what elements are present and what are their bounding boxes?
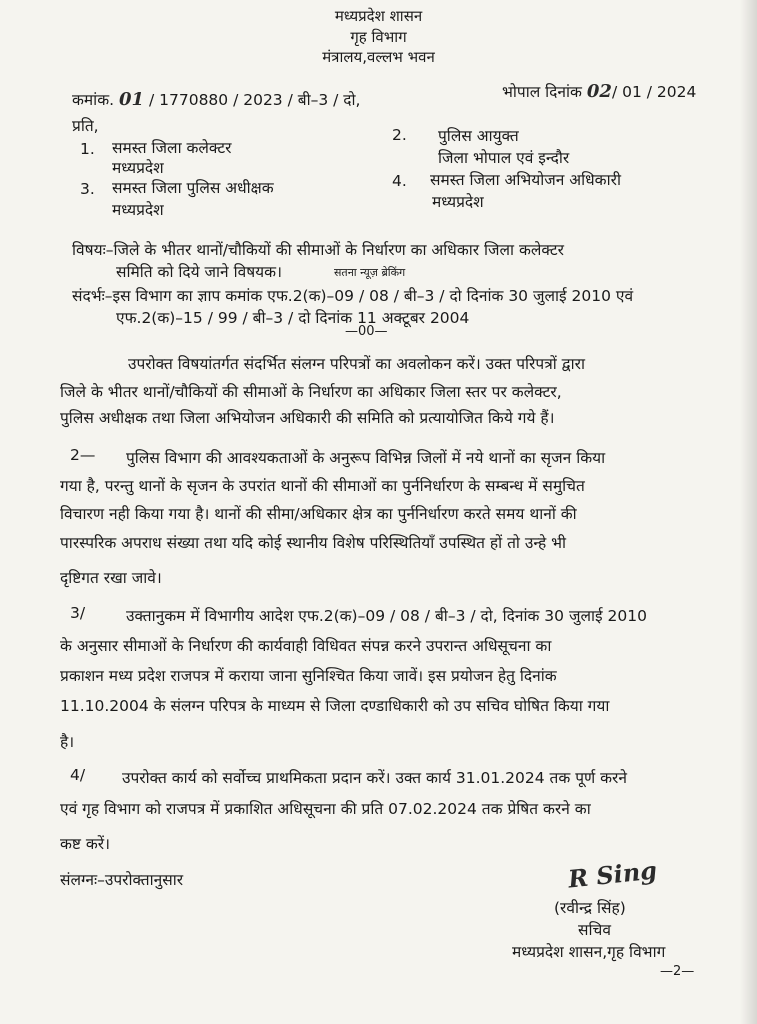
reference-line-1: संदर्भः–इस विभाग का ज्ञाप कमांक एफ.2(क)–09 / 08 / बी–3 / दो दिनांक 30 जुलाई 2010 एवं (72, 287, 634, 305)
separator: —00— (345, 324, 388, 339)
header-department: गृह विभाग (350, 28, 407, 46)
para2-line-4: पारस्परिक अपराध संख्या तथा यदि कोई स्थानीय विशेष परिस्थितियॉं उपस्थित हों तो उन्हे भी (60, 534, 567, 552)
date-hand-day: 02 (586, 81, 612, 102)
para2-line-2: गया है, परन्तु थानों के सृजन के उपरांत थानों की सीमाओं का पुर्ननिर्धारण के सम्बन्ध में समुचित (60, 477, 585, 495)
para3-line-2: के अनुसार सीमाओं के निर्धारण की कार्यवाही विधिवत संपन्न करने उपरान्त अधिसूचना का (60, 637, 552, 655)
para3-number: 3/ (70, 604, 86, 622)
recipient-4-line1: समस्त जिला अभियोजन अधिकारी (430, 171, 621, 189)
signature-scribble: R Sing (566, 855, 659, 894)
ref-suffix: / 1770880 / 2023 / बी–3 / दो, (148, 91, 361, 109)
recipient-3-number: 3. (80, 180, 95, 198)
para4-line-3: कष्ट करें। (60, 835, 111, 853)
subject-line-1: विषयः–जिले के भीतर थानों/चौकियों की सीमाओं के निर्धारण का अधिकार जिला कलेक्टर (72, 241, 564, 259)
enclosure-label: संलग्नः–उपरोक्तानुसार (60, 871, 184, 889)
recipient-2-number: 2. (392, 126, 407, 144)
para1-line-3: पुलिस अधीक्षक तथा जिला अभियोजन अधिकारी की समिति को प्रत्यायोजित किये गये हैं। (60, 409, 555, 427)
recipient-3-line2: मध्यप्रदेश (112, 201, 164, 219)
signatory-name: (रवीन्द्र सिंह) (554, 899, 626, 917)
page-marker: —2— (660, 964, 695, 979)
para3-line-3: प्रकाशन मध्य प्रदेश राजपत्र में कराया जाना सुनिश्चित किया जावें। इस प्रयोजन हेतु दिनांक (60, 667, 557, 685)
para3-line-5: है। (60, 733, 75, 751)
recipient-4-number: 4. (392, 172, 407, 190)
subject-line-2: समिति को दिये जाने विषयक। (116, 263, 282, 281)
para2-line-1: पुलिस विभाग की आवश्यकताओं के अनुरूप विभिन्न जिलों में नये थानों का सृजन किया (126, 449, 606, 467)
header-office: मंत्रालय,वल्लभ भवन (322, 48, 435, 66)
para4-number: 4/ (70, 766, 86, 784)
para3-line-1: उक्तानुकम में विभागीय आदेश एफ.2(क)–09 / 08 / बी–3 / दो, दिनांक 30 जुलाई 2010 (126, 607, 647, 625)
reference-line-2: एफ.2(क)–15 / 99 / बी–3 / दो दिनांक 11 अक्टूबर 2004 (116, 309, 470, 327)
recipient-2-line1: पुलिस आयुक्त (438, 127, 519, 145)
prati-label: प्रति, (72, 117, 99, 135)
watermark-text: सतना न्यूज़ ब्रेकिंग (334, 266, 406, 279)
ref-hand-number: 01 (118, 89, 145, 110)
para2-number: 2— (70, 446, 96, 464)
reference-number (72, 88, 360, 110)
signatory-designation: सचिव (578, 921, 611, 939)
place-date (502, 80, 696, 102)
recipient-4-line2: मध्यप्रदेश (432, 193, 484, 211)
signatory-office: मध्यप्रदेश शासन,गृह विभाग (512, 943, 666, 961)
recipient-1-line2: मध्यप्रदेश (112, 159, 164, 177)
para4-line-1: उपरोक्त कार्य को सर्वोच्च प्राथमिकता प्रदान करें। उक्त कार्य 31.01.2024 तक पूर्ण करने (122, 769, 627, 787)
recipient-3-line1: समस्त जिला पुलिस अधीक्षक (112, 179, 274, 197)
para2-line-3: विचारण नही किया गया है। थानों की सीमा/अधिकार क्षेत्र का पुर्ननिर्धारण करते समय थानों की (60, 505, 577, 523)
para1-line-2: जिले के भीतर थानों/चौकियों की सीमाओं के निर्धारण का अधिकार जिला स्तर पर कलेक्टर, (60, 383, 562, 401)
place-date-prefix: भोपाल दिनांक (502, 83, 582, 101)
paper-edge-shadow (740, 0, 757, 1024)
recipient-2-line2: जिला भोपाल एवं इन्दौर (438, 149, 570, 167)
para1-line-1: उपरोक्त विषयांतर्गत संदर्भित संलग्न परिपत्रों का अवलोकन करें। उक्त परिपत्रों द्वारा (128, 355, 585, 373)
recipient-1-number: 1. (80, 140, 95, 158)
para4-line-2: एवं गृह विभाग को राजपत्र में प्रकाशित अधिसूचना की प्रति 07.02.2024 तक प्रेषित करने का (60, 800, 591, 818)
ref-prefix: कमांक. (72, 91, 115, 109)
date-suffix: / 01 / 2024 (611, 83, 697, 101)
recipient-1-line1: समस्त जिला कलेक्टर (112, 139, 232, 157)
para2-line-5: दृष्टिगत रखा जावे। (60, 569, 162, 587)
para3-line-4: 11.10.2004 के संलग्न परिपत्र के माध्यम से जिला दण्डाधिकारी को उप सचिव घोषित किया गया (60, 697, 610, 715)
header-government: मध्यप्रदेश शासन (334, 7, 423, 25)
